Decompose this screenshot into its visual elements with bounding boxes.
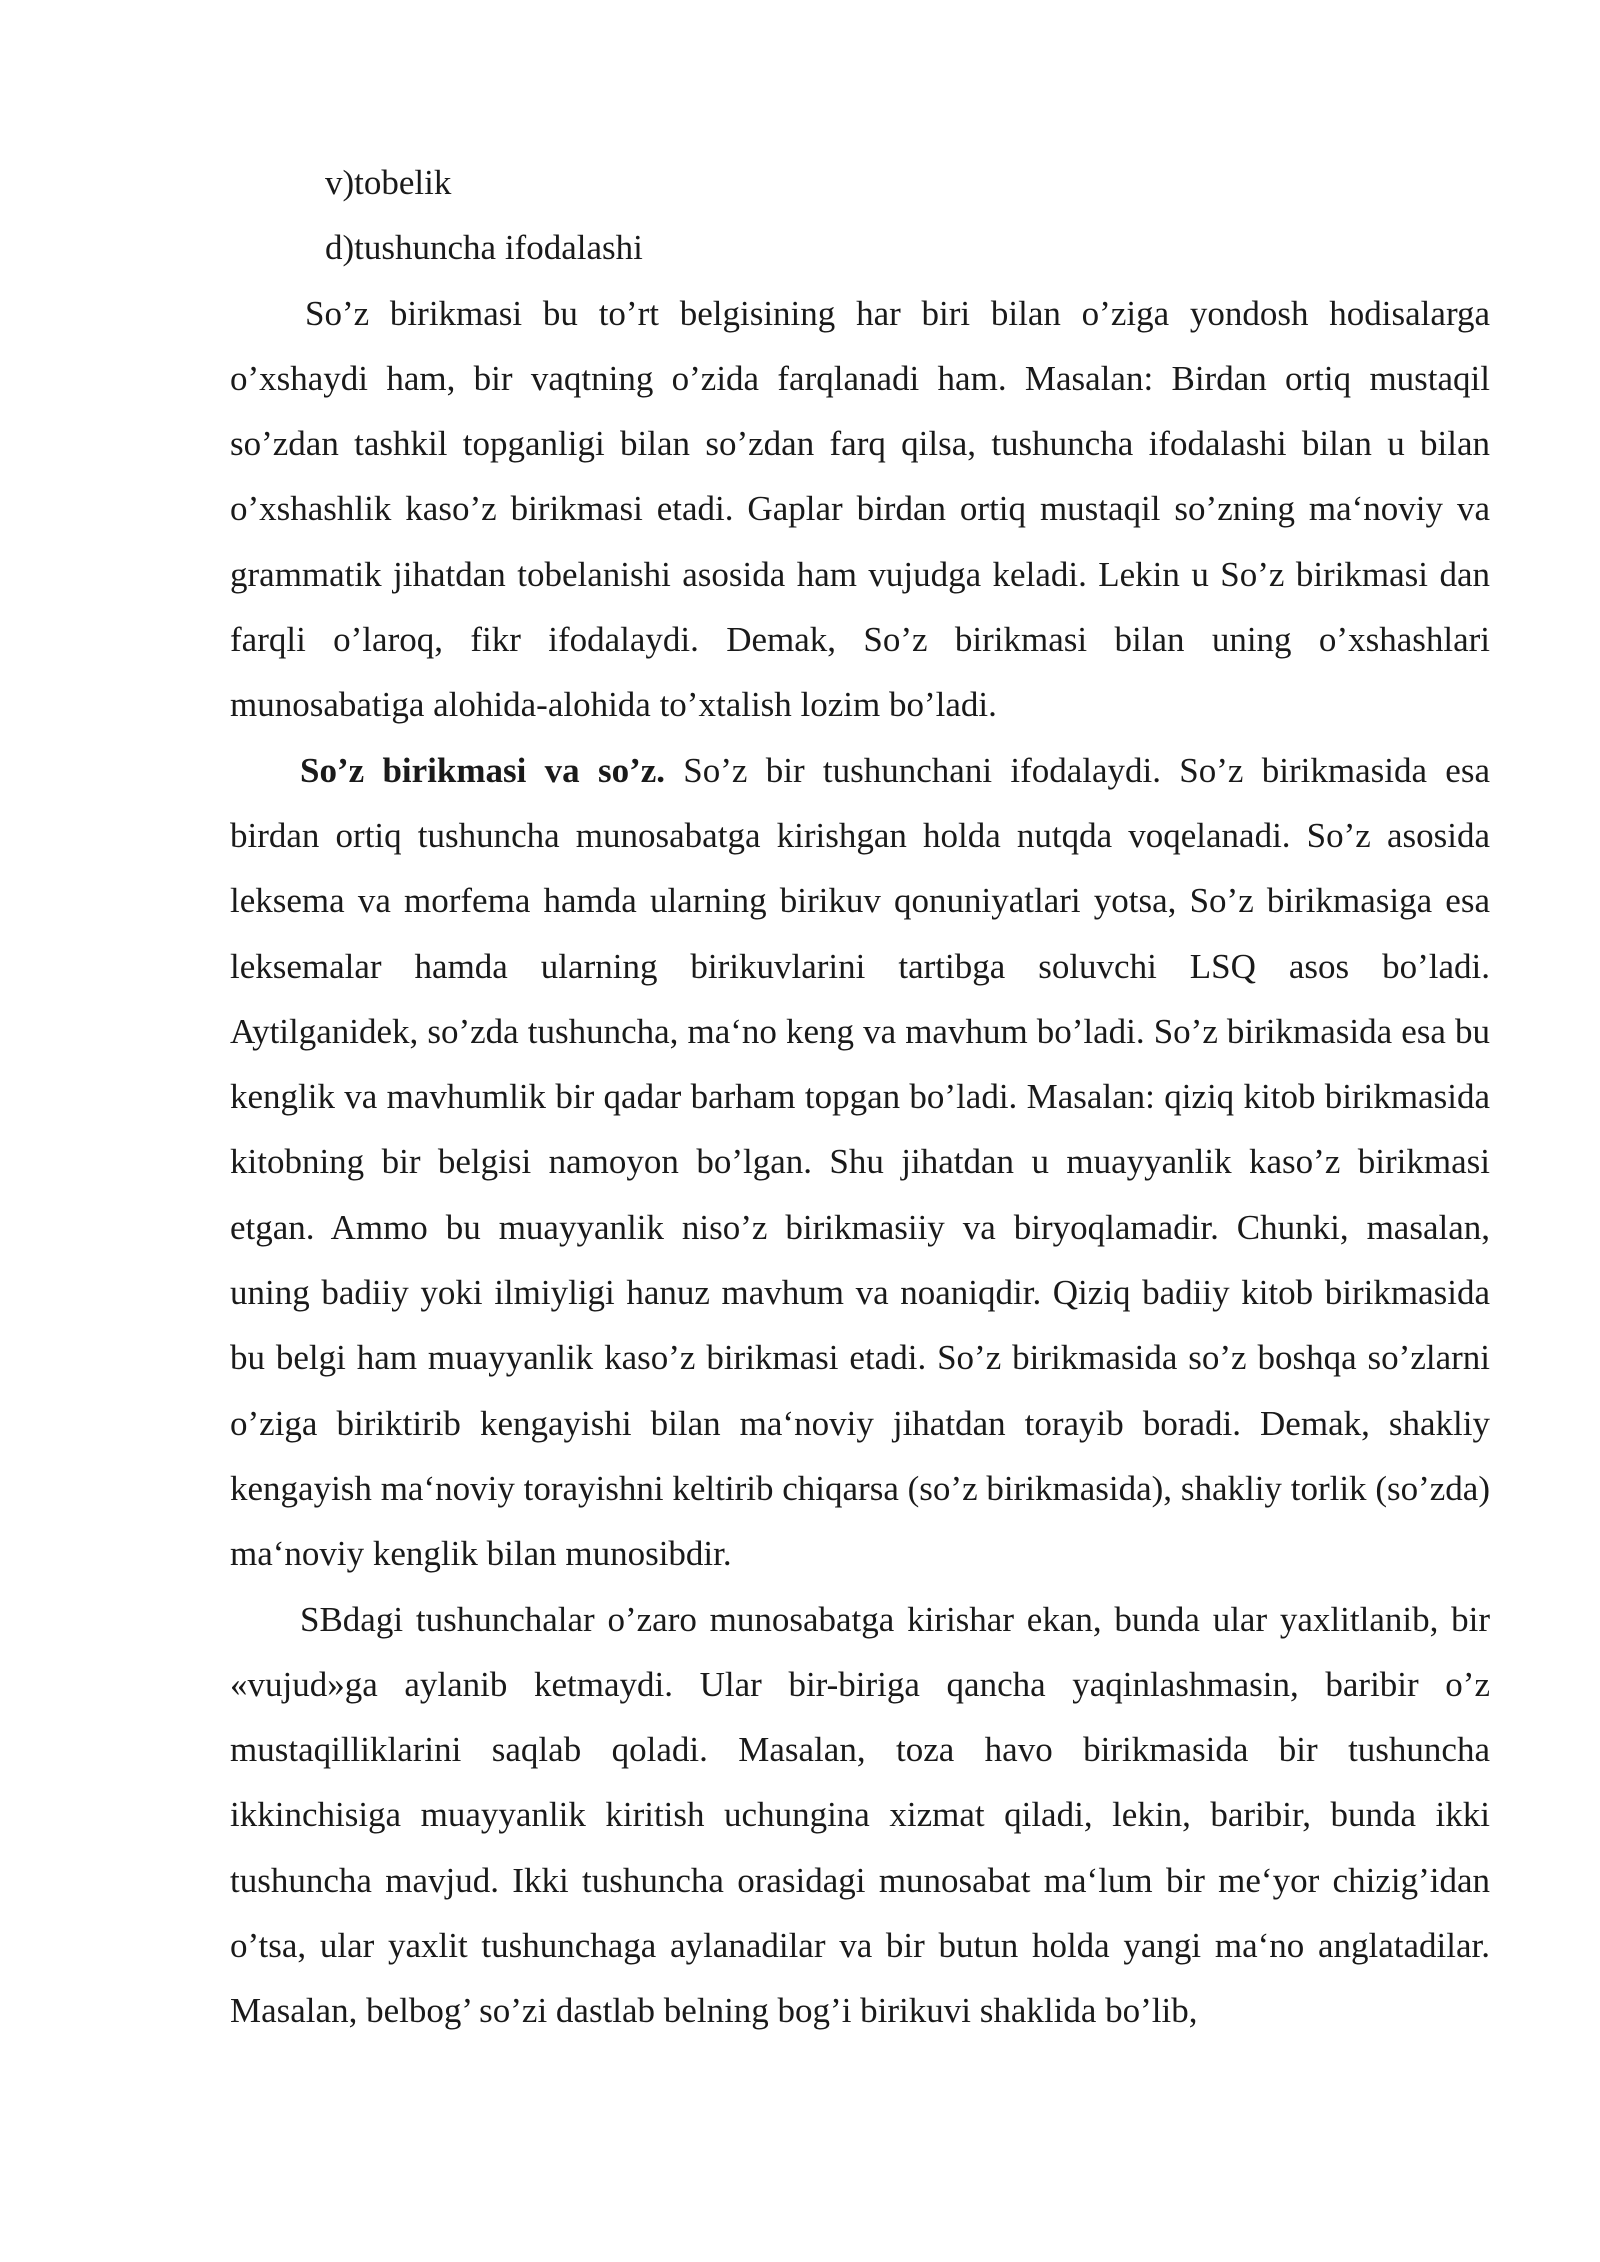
paragraph-text: So’z bir tushunchani ifodalaydi. So’z birikmasida esa birdan ortiq tushuncha munosabatga kirishgan holda nutqda voqelanadi. So’z asosida leksema va morfema hamda ularning birikuv qonuniyatlari yotsa, So’z birikmasiga esa leksemalar hamda ularning birikuvlarini tartibga soluvchi LSQ asos bo’ladi. Aytilganidek, so’zda tushuncha, ma‘no keng va mavhum bo’ladi. So’z birikmasida esa bu kenglik va mavhumlik bir qadar barham topgan bo’ladi. Masalan: qiziq kitob birikmasida kitobning bir belgisi namoyon bo’lgan. Shu jihatdan u muayyanlik kaso’z birikmasi etgan. Ammo bu muayyanlik niso’z birikmasiiy va biryoqlamadir. Chunki, masalan, uning badiiy yoki ilmiyligi hanuz mavhum va noaniqdir. Qiziq badiiy kitob birikmasida bu belgi ham muayyanlik kaso’z birikmasi etadi. So’z birikmasida so’z boshqa so’zlarni o’ziga biriktirib kengayishi bilan ma‘noviy jihatdan torayib boradi. Demak, shakliy kengayish ma‘noviy torayishni keltirib chiqarsa (so’z birikmasida), shakliy torlik (so’zda) ma‘noviy kenglik bilan munosibdir.: [230, 750, 1490, 1574]
document-body: [230, 150, 1490, 2044]
list-item: d)tushuncha ifodalashi: [325, 228, 643, 268]
section-heading: So’z birikmasi va so’z.: [300, 750, 666, 790]
paragraph-text: So’z birikmasi bu to’rt belgisining har biri bilan o’ziga yondosh hodisalarga o’xshaydi ham, bir vaqtning o’zida farqlanadi ham. Masalan: Birdan ortiq mustaqil so’zdan tashkil topganligi bilan so’zdan farq qilsa, tushuncha ifodalashi bilan u bilan o’xshashlik kaso’z birikmasi etadi. Gaplar birdan ortiq mustaqil so’zning ma‘noviy va grammatik jihatdan tobelanishi asosida ham vujudga keladi. Lekin u So’z birikmasi dan farqli o’laroq, fikr ifodalaydi. Demak, So’z birikmasi bilan uning o’xshashlari munosabatiga alohida-alohida to’xtalish lozim bo’ladi.: [230, 293, 1490, 725]
paragraph: [230, 738, 1490, 1587]
list-item: v)tobelik: [325, 163, 452, 202]
paragraph-text: SBdagi tushunchalar o’zaro munosabatga kirishar ekan, bunda ular yaxlitlanib, bir «vujud»ga aylanib ketmaydi. Ular bir-biriga qancha yaqinlashmasin, baribir o’z mustaqilliklarini saqlab qoladi. Masalan, toza havo birikmasida bir tushuncha ikkinchisiga muayyanlik kiritish uchungina xizmat qiladi, lekin, baribir, bunda ikki tushuncha mavjud. Ikki tushuncha orasidagi munosabat ma‘lum bir me‘yor chizig’idan o’tsa, ular yaxlit tushunchaga aylanadilar va bir butun holda yangi ma‘no anglatadilar. Masalan, belbog’ so’zi dastlab belning bog’i birikuvi shaklida bo’lib,: [230, 1599, 1490, 2031]
paragraph: [230, 1587, 1490, 2044]
paragraph: [230, 281, 1490, 738]
